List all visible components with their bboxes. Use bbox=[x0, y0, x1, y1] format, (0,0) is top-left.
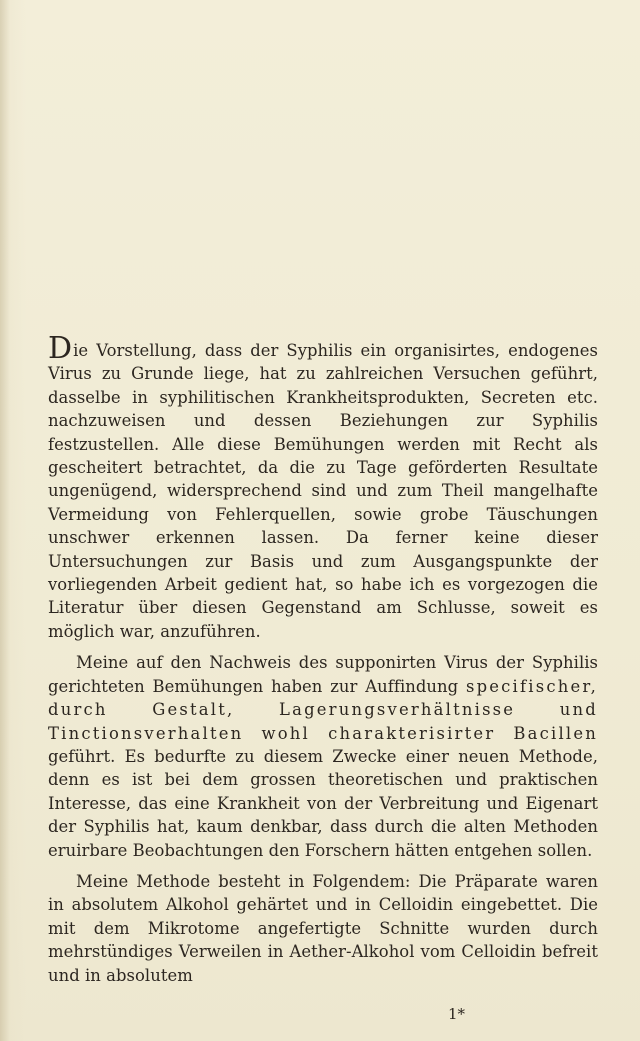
paragraph-2-emphasis: specifischer, durch Gestalt, Lagerungsverhältnisse und Tinctionsverhalten wohl charakterisirter Bacillen bbox=[48, 676, 598, 743]
paragraph-2-text-a: Meine auf den Nachweis des supponirten Virus der Syphilis gerichteten Bemühungen haben zur Auffindung bbox=[48, 653, 598, 696]
paragraph-1-text: ie Vorstellung, dass der Syphilis ein organisirtes, endogenes Virus zu Grunde liege, hat zu zahlreichen Versuchen geführt, dasselbe in syphilitischen Krankheitsprodukten, Secreten etc. nachzuweisen und dessen Beziehungen zur Syphilis festzustellen. Alle diese Bemühungen werden mit Recht als gescheitert betrachtet, da die zu Tage geförderten Resultate ungenügend, widersprechend sind und zum Theil mangelhafte Vermeidung von Fehlerquellen, sowie grobe Täuschungen unschwer erkennen lassen. Da ferner keine dieser Untersuchungen zur Basis und zum Ausgangspunkte der vorliegenden Arbeit gedient hat, so habe ich es vorgezogen die Literatur über diesen Gegenstand am Schlusse, soweit es möglich war, anzuführen. bbox=[48, 341, 598, 641]
paragraph-2 bbox=[48, 651, 598, 862]
drop-cap: D bbox=[48, 331, 73, 366]
paragraph-3-text: Meine Methode besteht in Folgendem: Die Präparate waren in absolutem Alkohol gehärtet und in Celloidin eingebettet. Die mit dem Mikrotome angefertigte Schnitte wurden durch mehrstündiges Verweilen in Aether-Alkohol vom Celloidin befreit und in absolutem bbox=[48, 871, 598, 985]
paragraph-3 bbox=[48, 870, 598, 987]
paragraph-1 bbox=[48, 331, 598, 643]
signature-mark: 1* bbox=[448, 1005, 466, 1023]
paragraph-2-text-b: geführt. Es bedurfte zu diesem Zwecke einer neuen Methode, denn es ist bei dem grossen theoretischen und praktischen Interesse, das eine Krankheit von der Verbreitung und Eigenart der Syphilis hat, kaum denkbar, dass durch die alten Methoden eruirbare Beobachtungen den Forschern hätten entgehen sollen. bbox=[48, 746, 598, 860]
body-text bbox=[48, 331, 598, 987]
